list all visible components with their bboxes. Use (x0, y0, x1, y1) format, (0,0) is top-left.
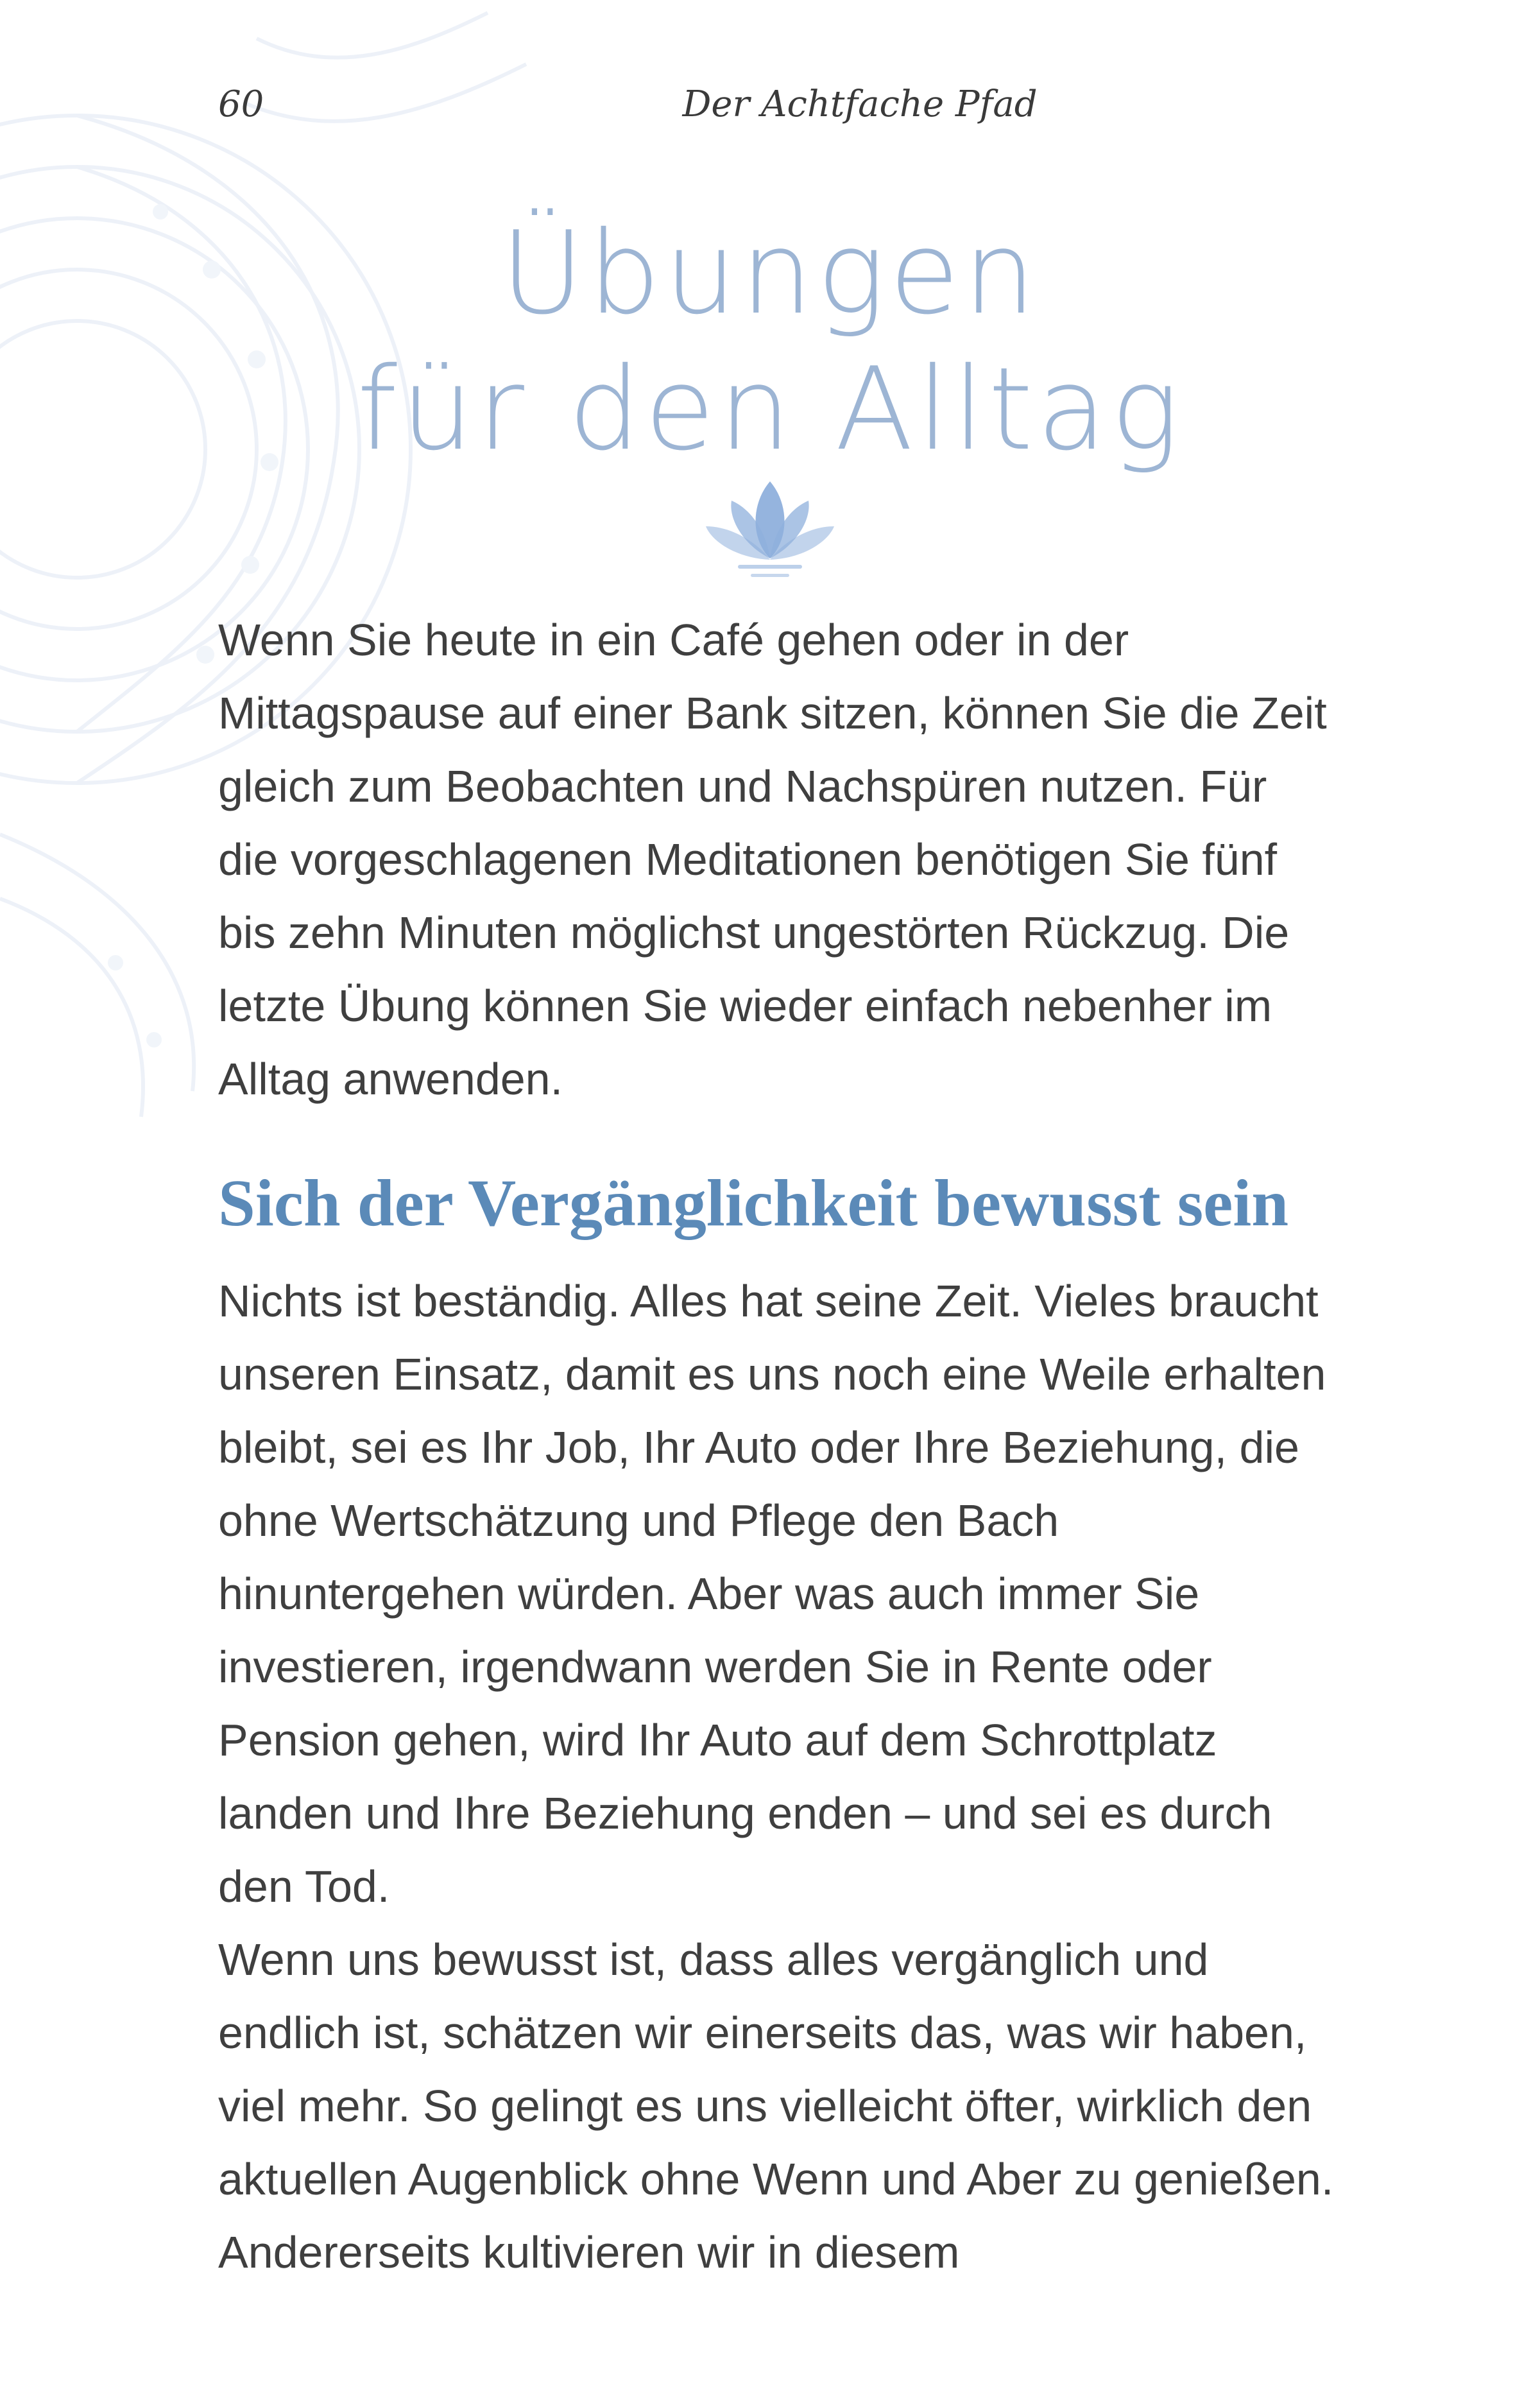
section-body (218, 1264, 1335, 2289)
running-head (218, 83, 1322, 148)
chapter-title-line-1: Übungen (500, 207, 1040, 340)
section-heading: Sich der Vergänglichkeit bewusst sein (218, 1166, 1289, 1240)
page-number: 60 (218, 83, 264, 125)
chapter-title (218, 205, 1322, 478)
running-title: Der Achtfache Pfad (682, 83, 1038, 125)
section-paragraph-2: Wenn uns bewusst ist, dass alles vergänglich und endlich ist, schätzen wir einerseits das, was wir haben, viel mehr. So gelingt es uns vielleicht öfter, wirklich den aktuellen Augenblick ohne Wenn und Aber zu genießen. Andererseits kultivieren wir in diesem (218, 1935, 1334, 2277)
chapter-title-line-2: für den Alltag (357, 343, 1183, 476)
lotus-icon (699, 475, 841, 584)
section-paragraph-1: Nichts ist beständig. Alles hat seine Zeit. Vieles braucht unseren Einsatz, damit es uns noch eine Weile erhalten bleibt, sei es Ihr Job, Ihr Auto oder Ihre Beziehung, die ohne Wertschätzung und Pflege den Bach hinuntergehen würden. Aber was auch immer Sie investieren, irgendwann werden Sie in Rente oder Pension gehen, wird Ihr Auto auf dem Schrottplatz landen und Ihre Beziehung enden – und sei es durch den Tod. (218, 1276, 1326, 1911)
intro-paragraph: Wenn Sie heute in ein Café gehen oder in der Mittagspause auf einer Bank sitzen, können Sie die Zeit gleich zum Beobachten und Nachspüren nutzen. Für die vorgeschlagenen Meditationen benötigen Sie fünf bis zehn Minuten möglichst ungestörten Rückzug. Die letzte Übung können Sie wieder einfach nebenher im Alltag anwenden. (218, 615, 1327, 1104)
